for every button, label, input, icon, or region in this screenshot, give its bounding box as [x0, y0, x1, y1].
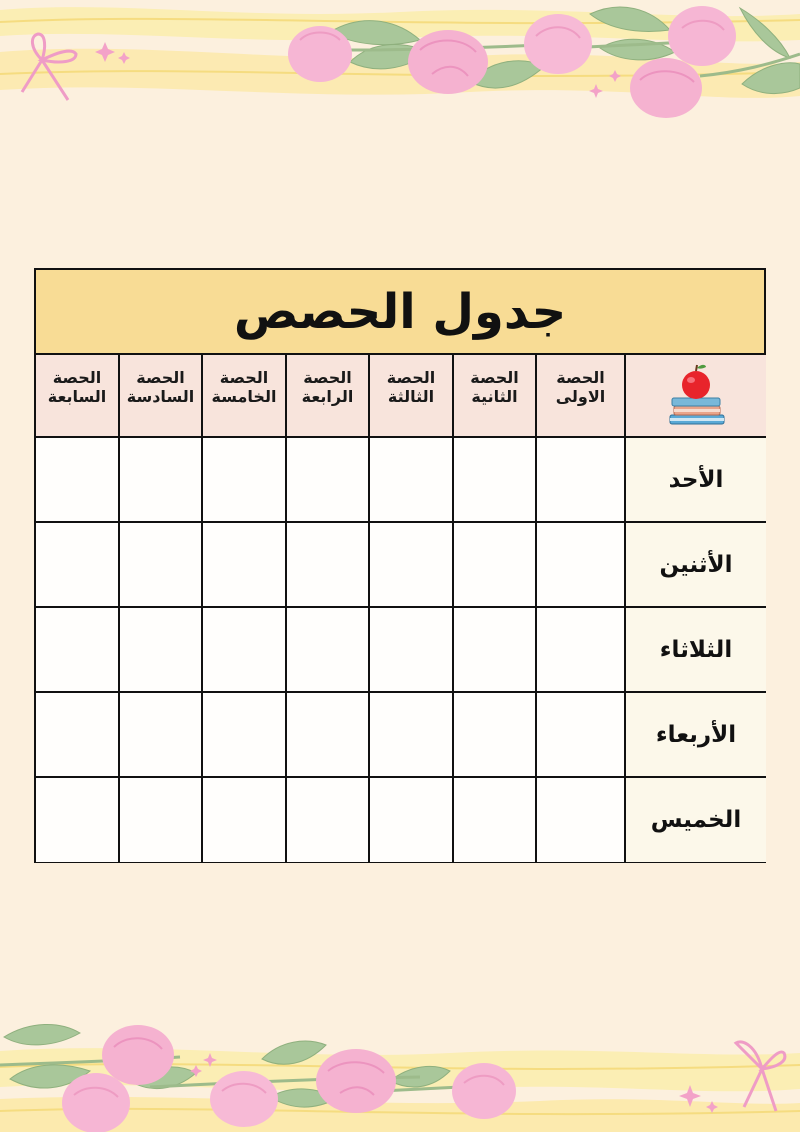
- apple-on-books-icon: [660, 361, 732, 431]
- schedule-cell: [454, 693, 537, 778]
- title-bar: [36, 270, 764, 355]
- schedule-cell: [454, 608, 537, 693]
- schedule-cell: [370, 438, 454, 523]
- period-header: [36, 355, 120, 438]
- schedule-cell: [36, 438, 120, 523]
- schedule-cell: [370, 608, 454, 693]
- schedule-cell: [120, 523, 203, 608]
- timetable-grid: [36, 355, 764, 861]
- period-header: [203, 355, 287, 438]
- day-label: الأثنين: [659, 551, 733, 578]
- schedule-cell: [120, 778, 203, 862]
- timetable-title: جدول الحصص: [233, 283, 567, 340]
- schedule-cell: [203, 693, 287, 778]
- period-label: الحصة الثالثة: [386, 367, 436, 406]
- schedule-cell: [36, 693, 120, 778]
- schedule-cell: [537, 438, 626, 523]
- day-row-header: [626, 693, 766, 778]
- period-label: الحصة الرابعة: [301, 367, 354, 406]
- day-row-header: [626, 523, 766, 608]
- schedule-cell: [203, 523, 287, 608]
- schedule-cell: [120, 608, 203, 693]
- period-header: [287, 355, 370, 438]
- schedule-cell: [287, 693, 370, 778]
- bottom-tulip-border: [0, 1007, 800, 1132]
- schedule-cell: [287, 778, 370, 862]
- schedule-cell: [370, 693, 454, 778]
- period-header: [537, 355, 626, 438]
- schedule-cell: [454, 438, 537, 523]
- schedule-cell: [36, 608, 120, 693]
- schedule-cell: [370, 523, 454, 608]
- top-tulip-border: [0, 0, 800, 130]
- period-label: الحصة الخامسة: [211, 367, 277, 406]
- schedule-cell: [537, 523, 626, 608]
- period-label: الحصة السادسة: [126, 367, 195, 406]
- day-row-header: [626, 608, 766, 693]
- schedule-cell: [203, 608, 287, 693]
- schedule-cell: [287, 438, 370, 523]
- day-label: الأحد: [668, 466, 724, 493]
- schedule-cell: [120, 693, 203, 778]
- timetable: [34, 268, 766, 863]
- period-label: الحصة السابعة: [47, 367, 107, 406]
- period-header: [120, 355, 203, 438]
- schedule-cell: [454, 778, 537, 862]
- period-label: الحصة الثانية: [470, 367, 519, 406]
- schedule-cell: [203, 778, 287, 862]
- schedule-cell: [36, 523, 120, 608]
- day-label: الخميس: [650, 807, 742, 833]
- day-row-header: [626, 438, 766, 523]
- schedule-cell: [287, 523, 370, 608]
- period-header: [454, 355, 537, 438]
- header-corner: [626, 355, 766, 438]
- day-label: الأربعاء: [655, 721, 737, 748]
- schedule-cell: [370, 778, 454, 862]
- period-label: الحصة الاولى: [555, 367, 606, 406]
- schedule-cell: [203, 438, 287, 523]
- period-header: [370, 355, 454, 438]
- schedule-cell: [120, 438, 203, 523]
- schedule-cell: [36, 778, 120, 862]
- schedule-cell: [537, 693, 626, 778]
- day-label: الثلاثاء: [659, 636, 733, 663]
- schedule-cell: [537, 778, 626, 862]
- day-row-header: [626, 778, 766, 862]
- schedule-cell: [537, 608, 626, 693]
- schedule-cell: [454, 523, 537, 608]
- schedule-cell: [287, 608, 370, 693]
